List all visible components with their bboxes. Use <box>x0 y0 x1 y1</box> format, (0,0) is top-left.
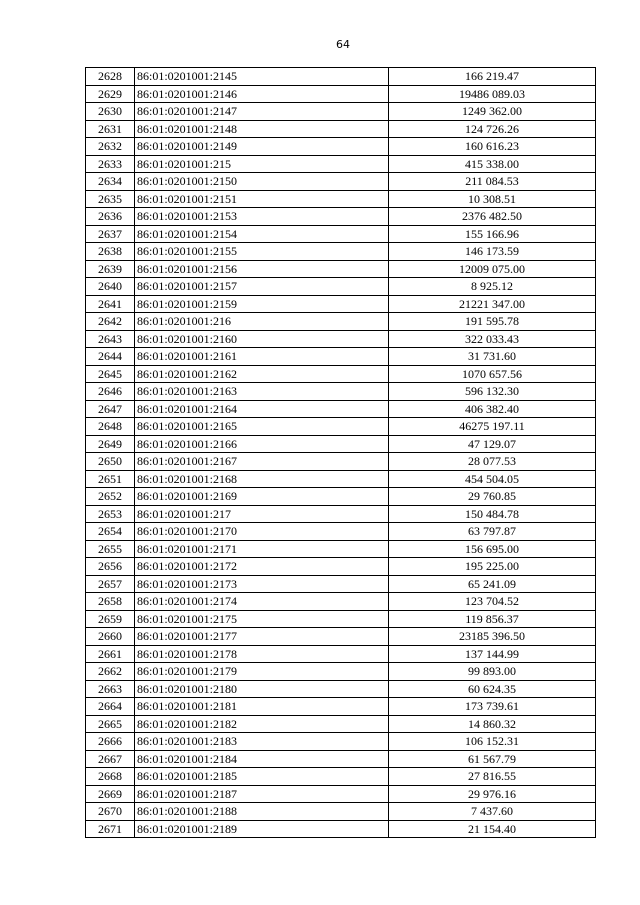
row-number: 2640 <box>86 278 135 296</box>
table-row <box>86 820 596 838</box>
table-row <box>86 313 596 331</box>
table-row <box>86 208 596 226</box>
cadastral-number: 86:01:0201001:215 <box>135 155 389 173</box>
cadastral-value: 47 129.07 <box>389 435 596 453</box>
cadastral-number: 86:01:0201001:2177 <box>135 628 389 646</box>
cadastral-number: 86:01:0201001:2156 <box>135 260 389 278</box>
row-number: 2661 <box>86 645 135 663</box>
cadastral-number: 86:01:0201001:2168 <box>135 470 389 488</box>
cadastral-value: 1249 362.00 <box>389 103 596 121</box>
cadastral-value: 1070 657.56 <box>389 365 596 383</box>
row-number: 2659 <box>86 610 135 628</box>
row-number: 2656 <box>86 558 135 576</box>
row-number: 2654 <box>86 523 135 541</box>
cadastral-number: 86:01:0201001:2159 <box>135 295 389 313</box>
row-number: 2629 <box>86 85 135 103</box>
row-number: 2649 <box>86 435 135 453</box>
table-row <box>86 558 596 576</box>
cadastral-number: 86:01:0201001:2187 <box>135 785 389 803</box>
row-number: 2634 <box>86 173 135 191</box>
table-row <box>86 610 596 628</box>
row-number: 2633 <box>86 155 135 173</box>
table-row <box>86 278 596 296</box>
cadastral-number: 86:01:0201001:2146 <box>135 85 389 103</box>
cadastral-number: 86:01:0201001:2153 <box>135 208 389 226</box>
cadastral-value: 146 173.59 <box>389 243 596 261</box>
row-number: 2642 <box>86 313 135 331</box>
cadastral-number: 86:01:0201001:2147 <box>135 103 389 121</box>
row-number: 2665 <box>86 715 135 733</box>
row-number: 2645 <box>86 365 135 383</box>
row-number: 2636 <box>86 208 135 226</box>
table-row <box>86 785 596 803</box>
table-row <box>86 680 596 698</box>
cadastral-value: 21 154.40 <box>389 820 596 838</box>
table-row <box>86 453 596 471</box>
cadastral-number: 86:01:0201001:2166 <box>135 435 389 453</box>
cadastral-number: 86:01:0201001:2162 <box>135 365 389 383</box>
table-row <box>86 120 596 138</box>
cadastral-value: 211 084.53 <box>389 173 596 191</box>
row-number: 2630 <box>86 103 135 121</box>
cadastral-value: 63 797.87 <box>389 523 596 541</box>
table-row <box>86 418 596 436</box>
cadastral-value: 60 624.35 <box>389 680 596 698</box>
table-row <box>86 698 596 716</box>
cadastral-value: 454 504.05 <box>389 470 596 488</box>
row-number: 2663 <box>86 680 135 698</box>
table-row <box>86 85 596 103</box>
table-row <box>86 155 596 173</box>
table-row <box>86 138 596 156</box>
cadastral-number: 86:01:0201001:2169 <box>135 488 389 506</box>
row-number: 2662 <box>86 663 135 681</box>
table-row <box>86 295 596 313</box>
cadastral-number: 86:01:0201001:217 <box>135 505 389 523</box>
page-number: 64 <box>336 38 350 51</box>
row-number: 2657 <box>86 575 135 593</box>
cadastral-value: 7 437.60 <box>389 803 596 821</box>
row-number: 2635 <box>86 190 135 208</box>
row-number: 2637 <box>86 225 135 243</box>
table-row <box>86 645 596 663</box>
table-row <box>86 768 596 786</box>
row-number: 2667 <box>86 750 135 768</box>
row-number: 2631 <box>86 120 135 138</box>
row-number: 2643 <box>86 330 135 348</box>
cadastral-value: 46275 197.11 <box>389 418 596 436</box>
cadastral-value: 191 595.78 <box>389 313 596 331</box>
cadastral-value: 14 860.32 <box>389 715 596 733</box>
cadastral-number: 86:01:0201001:2174 <box>135 593 389 611</box>
cadastral-number: 86:01:0201001:2148 <box>135 120 389 138</box>
row-number: 2646 <box>86 383 135 401</box>
cadastral-number: 86:01:0201001:2165 <box>135 418 389 436</box>
cadastral-number: 86:01:0201001:2151 <box>135 190 389 208</box>
row-number: 2638 <box>86 243 135 261</box>
row-number: 2658 <box>86 593 135 611</box>
cadastral-number: 86:01:0201001:2164 <box>135 400 389 418</box>
table-row <box>86 68 596 86</box>
table-row <box>86 628 596 646</box>
row-number: 2664 <box>86 698 135 716</box>
cadastral-number: 86:01:0201001:2161 <box>135 348 389 366</box>
row-number: 2670 <box>86 803 135 821</box>
table-row <box>86 383 596 401</box>
cadastral-number: 86:01:0201001:2185 <box>135 768 389 786</box>
row-number: 2653 <box>86 505 135 523</box>
cadastral-value: 124 726.26 <box>389 120 596 138</box>
cadastral-value-table <box>85 67 596 838</box>
cadastral-number: 86:01:0201001:2182 <box>135 715 389 733</box>
cadastral-value: 61 567.79 <box>389 750 596 768</box>
cadastral-number: 86:01:0201001:2155 <box>135 243 389 261</box>
cadastral-number: 86:01:0201001:2163 <box>135 383 389 401</box>
cadastral-value: 123 704.52 <box>389 593 596 611</box>
cadastral-value: 2376 482.50 <box>389 208 596 226</box>
row-number: 2655 <box>86 540 135 558</box>
row-number: 2669 <box>86 785 135 803</box>
table-row <box>86 540 596 558</box>
cadastral-value: 106 152.31 <box>389 733 596 751</box>
table-row <box>86 435 596 453</box>
cadastral-number: 86:01:0201001:2184 <box>135 750 389 768</box>
cadastral-number: 86:01:0201001:2167 <box>135 453 389 471</box>
cadastral-value: 31 731.60 <box>389 348 596 366</box>
row-number: 2644 <box>86 348 135 366</box>
cadastral-value: 27 816.55 <box>389 768 596 786</box>
table-row <box>86 470 596 488</box>
cadastral-value: 166 219.47 <box>389 68 596 86</box>
table-row <box>86 190 596 208</box>
cadastral-number: 86:01:0201001:2181 <box>135 698 389 716</box>
cadastral-number: 86:01:0201001:2154 <box>135 225 389 243</box>
table-row <box>86 593 596 611</box>
cadastral-number: 86:01:0201001:2170 <box>135 523 389 541</box>
table-row <box>86 225 596 243</box>
cadastral-number: 86:01:0201001:2149 <box>135 138 389 156</box>
cadastral-value: 119 856.37 <box>389 610 596 628</box>
cadastral-value: 596 132.30 <box>389 383 596 401</box>
cadastral-value: 156 695.00 <box>389 540 596 558</box>
cadastral-number: 86:01:0201001:2180 <box>135 680 389 698</box>
table-row <box>86 523 596 541</box>
table-row <box>86 365 596 383</box>
cadastral-value: 322 033.43 <box>389 330 596 348</box>
cadastral-value: 28 077.53 <box>389 453 596 471</box>
cadastral-number: 86:01:0201001:2189 <box>135 820 389 838</box>
table-row <box>86 715 596 733</box>
cadastral-value: 195 225.00 <box>389 558 596 576</box>
cadastral-value: 12009 075.00 <box>389 260 596 278</box>
table-row <box>86 505 596 523</box>
cadastral-value: 150 484.78 <box>389 505 596 523</box>
row-number: 2648 <box>86 418 135 436</box>
row-number: 2628 <box>86 68 135 86</box>
cadastral-value: 19486 089.03 <box>389 85 596 103</box>
cadastral-value: 23185 396.50 <box>389 628 596 646</box>
cadastral-value: 155 166.96 <box>389 225 596 243</box>
row-number: 2641 <box>86 295 135 313</box>
cadastral-number: 86:01:0201001:2172 <box>135 558 389 576</box>
cadastral-number: 86:01:0201001:2157 <box>135 278 389 296</box>
table-row <box>86 488 596 506</box>
cadastral-value: 415 338.00 <box>389 155 596 173</box>
table-row <box>86 330 596 348</box>
table-row <box>86 663 596 681</box>
table-body <box>86 68 596 838</box>
table-row <box>86 575 596 593</box>
row-number: 2666 <box>86 733 135 751</box>
table-row <box>86 803 596 821</box>
cadastral-number: 86:01:0201001:2183 <box>135 733 389 751</box>
row-number: 2652 <box>86 488 135 506</box>
table-row <box>86 348 596 366</box>
table-row <box>86 733 596 751</box>
cadastral-value: 65 241.09 <box>389 575 596 593</box>
table-row <box>86 243 596 261</box>
cadastral-value: 406 382.40 <box>389 400 596 418</box>
table-row <box>86 260 596 278</box>
cadastral-value: 8 925.12 <box>389 278 596 296</box>
cadastral-number: 86:01:0201001:2171 <box>135 540 389 558</box>
row-number: 2671 <box>86 820 135 838</box>
cadastral-number: 86:01:0201001:2160 <box>135 330 389 348</box>
row-number: 2647 <box>86 400 135 418</box>
cadastral-number: 86:01:0201001:2150 <box>135 173 389 191</box>
cadastral-number: 86:01:0201001:2179 <box>135 663 389 681</box>
cadastral-number: 86:01:0201001:216 <box>135 313 389 331</box>
cadastral-value: 21221 347.00 <box>389 295 596 313</box>
cadastral-number: 86:01:0201001:2178 <box>135 645 389 663</box>
table-row <box>86 103 596 121</box>
cadastral-value: 160 616.23 <box>389 138 596 156</box>
cadastral-number: 86:01:0201001:2145 <box>135 68 389 86</box>
row-number: 2639 <box>86 260 135 278</box>
cadastral-number: 86:01:0201001:2173 <box>135 575 389 593</box>
table-row <box>86 173 596 191</box>
table-row <box>86 400 596 418</box>
row-number: 2668 <box>86 768 135 786</box>
table-row <box>86 750 596 768</box>
cadastral-value: 173 739.61 <box>389 698 596 716</box>
cadastral-value: 99 893.00 <box>389 663 596 681</box>
cadastral-value: 137 144.99 <box>389 645 596 663</box>
row-number: 2660 <box>86 628 135 646</box>
row-number: 2632 <box>86 138 135 156</box>
cadastral-number: 86:01:0201001:2175 <box>135 610 389 628</box>
cadastral-value: 29 976.16 <box>389 785 596 803</box>
row-number: 2651 <box>86 470 135 488</box>
cadastral-value: 10 308.51 <box>389 190 596 208</box>
row-number: 2650 <box>86 453 135 471</box>
cadastral-value: 29 760.85 <box>389 488 596 506</box>
cadastral-number: 86:01:0201001:2188 <box>135 803 389 821</box>
